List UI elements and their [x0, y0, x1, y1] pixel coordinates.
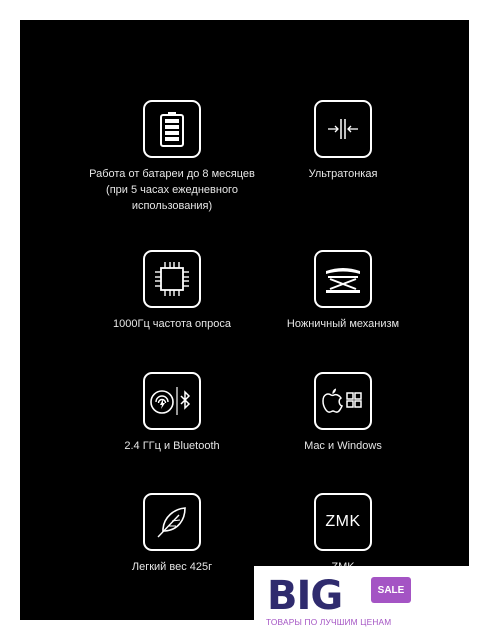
wireless-bluetooth-icon [143, 372, 201, 430]
zmk-icon [314, 493, 372, 551]
badge-brand: BIG [267, 573, 343, 619]
feature-wireless-label: 2.4 ГГц и Bluetooth [124, 440, 220, 452]
feature-weight [72, 493, 272, 575]
chip-icon-text: CHIP [163, 275, 181, 284]
feature-ultra-thin-label: Ультратонкая [308, 168, 378, 180]
badge-sale-tag: SALE [371, 577, 411, 603]
apple-windows-icon [314, 372, 372, 430]
feature-weight-label: Легкий вес 425г [131, 561, 213, 573]
feather-icon [143, 493, 201, 551]
feature-polling-rate [72, 250, 272, 332]
feature-scissor-label: Ножничный механизм [286, 318, 400, 330]
badge-tagline: ТОВАРЫ ПО ЛУЧШИМ ЦЕНАМ [266, 617, 392, 627]
chip-icon [143, 250, 201, 308]
battery-icon [143, 100, 201, 158]
feature-scissor [243, 250, 443, 332]
feature-os [243, 372, 443, 454]
feature-wireless [72, 372, 272, 454]
feature-battery-label: Работа от батареи до 8 месяцев (при 5 часах ежедневного использования) [89, 168, 255, 212]
feature-panel [20, 20, 469, 620]
ultra-thin-icon [314, 100, 372, 158]
feature-os-label: Mac и Windows [304, 440, 382, 452]
scissor-switch-icon [314, 250, 372, 308]
feature-battery [72, 100, 272, 214]
feature-ultra-thin [243, 100, 443, 182]
feature-zmk [243, 493, 443, 575]
big-sale-badge [254, 566, 470, 640]
zmk-icon-text: ZMK [325, 513, 361, 530]
feature-polling-rate-label: 1000Гц частота опроса [113, 318, 231, 330]
